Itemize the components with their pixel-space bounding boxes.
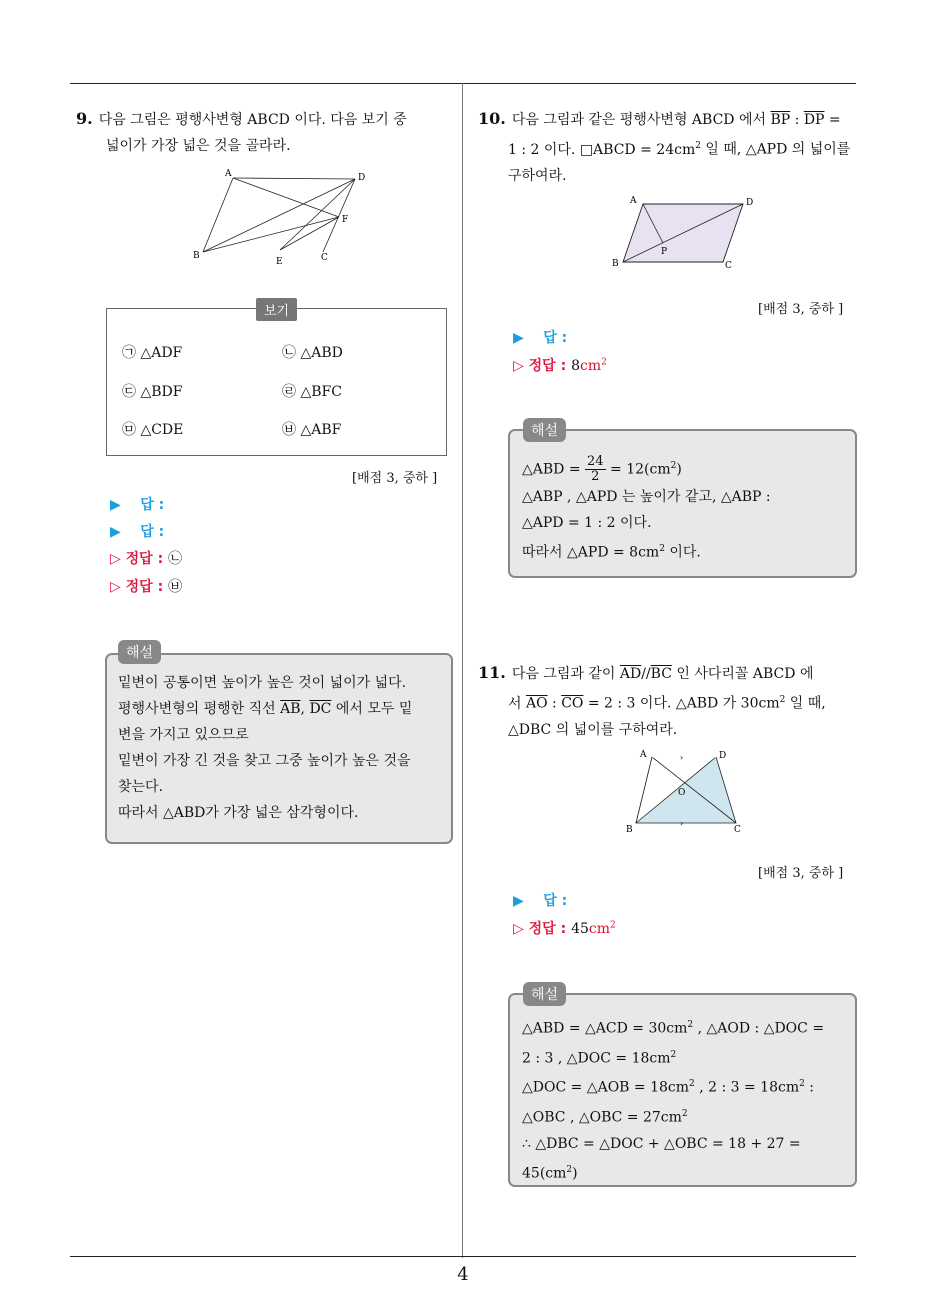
q9-figure: [185, 165, 375, 270]
q9-label-f: F: [342, 215, 349, 225]
q11-solution-text: △ABD = △ACD = $30cm^2$ , △AOD : △DOC = 2 : 3 , △DOC = $18cm^2$ △DOC = △AOB = $18cm^2$ , 2 : $3 = 18cm^2$ : △OBC , △OBC = $27cm^2$ ∴ △DBC = △DOC + △OBC = 18 + 27 = $45(cm^2)$: [522, 1020, 825, 1182]
q11-label-o: O: [678, 788, 686, 798]
column-divider: [462, 83, 463, 1258]
q9-label-d: D: [358, 173, 366, 183]
parallel-mark-bottom: ›: [680, 819, 684, 828]
q9-solution-text: 밑변이 공통이면 높이가 높은 것이 넓이가 넓다. 평행사변형의 평행한 직선 $\overline{AB}$, $\overline{DC}$ 에서 모두 밑 변을 가지고 있으므로 밑변이 가장 긴 것을 찾고 그중 높이가 높은 것을 찾는다. 따라서 △ABD가 가장 넓은 삼각형이다.: [118, 675, 413, 821]
q9-option-1: ㉠ △ADF: [122, 345, 183, 361]
q9-options-label: 보기: [256, 298, 297, 321]
q9-option-3: ㉢ △BDF: [122, 384, 183, 400]
play-icon: ▶: [513, 893, 524, 909]
q11-label-a: A: [640, 750, 647, 760]
parallel-mark-top: ›: [680, 753, 684, 762]
play-icon: ▶: [110, 524, 121, 540]
q9-label-a: A: [225, 169, 232, 179]
q11-text: 11. 다음 그림과 같이 $\overline{AD}//\overline{BC}$ 인 사다리꼴 ABCD 에 서 $\overline{AO}$ : $\overline{CO} = 2$ : 3 이다. △ABD 가 $30cm^2$ 일 때, △DBC 의 넓이를 구하여라.: [478, 663, 826, 738]
q10-text: 10. 다음 그림과 같은 평행사변형 ABCD 에서 $\overline{BP}$ : $\overline{DP}$ = 1 : 2 이다. □ABCD = $24cm^2$ 일 때, △APD 의 넓이를 구하여라.: [478, 109, 851, 184]
q9-label-c: C: [321, 253, 328, 263]
q11-label-c: C: [734, 825, 741, 835]
q9-option-6: ㉥ △ABF: [282, 422, 342, 438]
q9-answer-row-2: ▶ 답 :: [110, 524, 165, 540]
q9-option-5: ㉤ △CDE: [122, 422, 184, 438]
q9-option-4: ㉣ △BFC: [282, 384, 342, 400]
q9-number: 9.: [76, 109, 93, 128]
q9-text: 9. 다음 그림은 평행사변형 ABCD 이다. 다음 보기 중 넓이가 가장 넓은 것을 골라라.: [76, 109, 407, 154]
q9-correct-row-2: ▷ 정답 : ㉥: [110, 579, 183, 595]
triangle-outline-icon: ▷: [110, 579, 121, 595]
play-icon: ▶: [110, 497, 121, 513]
q9-label-b: B: [193, 251, 200, 261]
triangle-outline-icon: ▷: [513, 358, 524, 374]
q11-correct-row: ▷ 정답 : $45cm^2$: [513, 920, 616, 937]
q9-solution-label: 해설: [118, 640, 161, 664]
q9-score: [배점 3, 중하 ]: [352, 471, 438, 486]
play-icon: ▶: [513, 330, 524, 346]
q10-number: 10.: [478, 109, 506, 128]
q10-label-p: P: [661, 247, 668, 257]
q10-label-a: A: [630, 196, 637, 206]
top-rule: [70, 83, 856, 84]
q9-option-2: ㉡ △ABD: [282, 345, 343, 361]
q11-score: [배점 3, 중하 ]: [758, 866, 844, 881]
q10-label-c: C: [725, 261, 732, 271]
q11-label-b: B: [626, 825, 633, 835]
q10-label-b: B: [612, 259, 619, 269]
q11-number: 11.: [478, 663, 506, 682]
q10-label-d: D: [746, 198, 754, 208]
page-number: 4: [457, 1264, 469, 1285]
triangle-outline-icon: ▷: [110, 551, 121, 567]
bottom-rule: [70, 1256, 856, 1257]
q10-solution-label: 해설: [523, 418, 566, 442]
q10-solution-text: △ABD = $\frac{24}{2}$ = $12(cm^2)$ △ABP , △APD 는 높이가 같고, △ABP : △APD = 1 : 2 이다. 따라서 △APD = $8cm^2$ 이다.: [522, 454, 771, 561]
q11-answer-row: ▶ 답 :: [513, 893, 568, 909]
triangle-outline-icon: ▷: [513, 921, 524, 937]
q9-label-e: E: [276, 257, 283, 267]
q11-figure: [620, 745, 750, 837]
q10-figure: [610, 192, 760, 272]
q10-correct-row: ▷ 정답 : $8cm^2$: [513, 357, 607, 374]
q11-label-d: D: [719, 751, 727, 761]
q11-solution-label: 해설: [523, 982, 566, 1006]
q9-correct-row-1: ▷ 정답 : ㉡: [110, 551, 183, 567]
q10-score: [배점 3, 중하 ]: [758, 302, 844, 317]
q9-answer-row-1: ▶ 답 :: [110, 497, 165, 513]
q10-answer-row: ▶ 답 :: [513, 330, 568, 346]
